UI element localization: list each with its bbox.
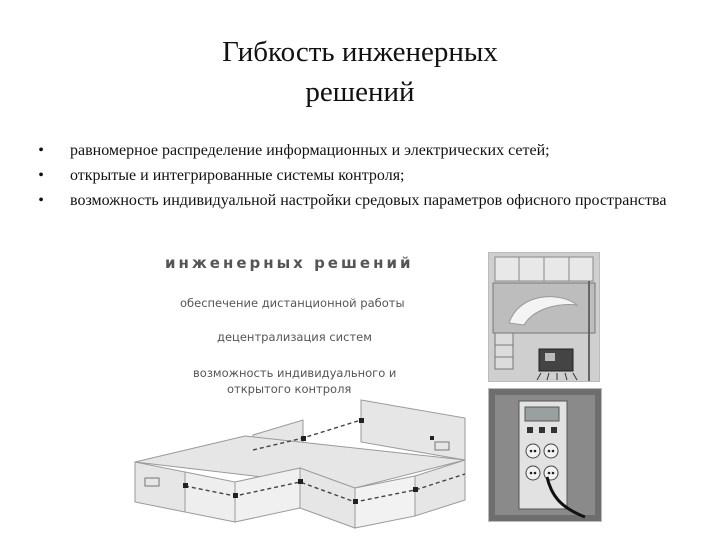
slide-title-line-2: решений xyxy=(305,76,415,108)
bullet-item xyxy=(34,165,684,187)
bullet-text: открытые и интегрированные системы контроля; xyxy=(70,167,405,184)
partition-drawing xyxy=(125,250,485,540)
bullet-item xyxy=(34,140,684,162)
diagram-caption: обеспечение дистанционной работы xyxy=(180,296,405,310)
bullet-text: равномерное распределение информационных и электрических сетей; xyxy=(70,142,550,159)
diagram-heading: инженерных решений xyxy=(165,254,414,272)
slide-title-line-1: Гибкость инженерных xyxy=(222,36,498,68)
workstation-photo-image xyxy=(489,253,599,381)
diagram-caption: возможность индивидуального и xyxy=(193,366,397,380)
diagram-caption: открытого контроля xyxy=(227,382,352,396)
bullet-icon: • xyxy=(38,142,44,159)
bullet-icon: • xyxy=(38,167,44,184)
floor-outlet-photo xyxy=(488,388,602,522)
floor-outlet-photo-image xyxy=(489,389,601,521)
bullet-text: возможность индивидуальной настройки средовых параметров офисного пространства xyxy=(70,192,667,209)
bullet-icon: • xyxy=(38,192,44,209)
workstation-photo xyxy=(488,252,600,382)
bullet-item xyxy=(34,190,684,212)
bullet-list xyxy=(34,140,684,215)
slide-title xyxy=(0,32,720,112)
diagram-caption: децентрализация систем xyxy=(217,330,372,344)
